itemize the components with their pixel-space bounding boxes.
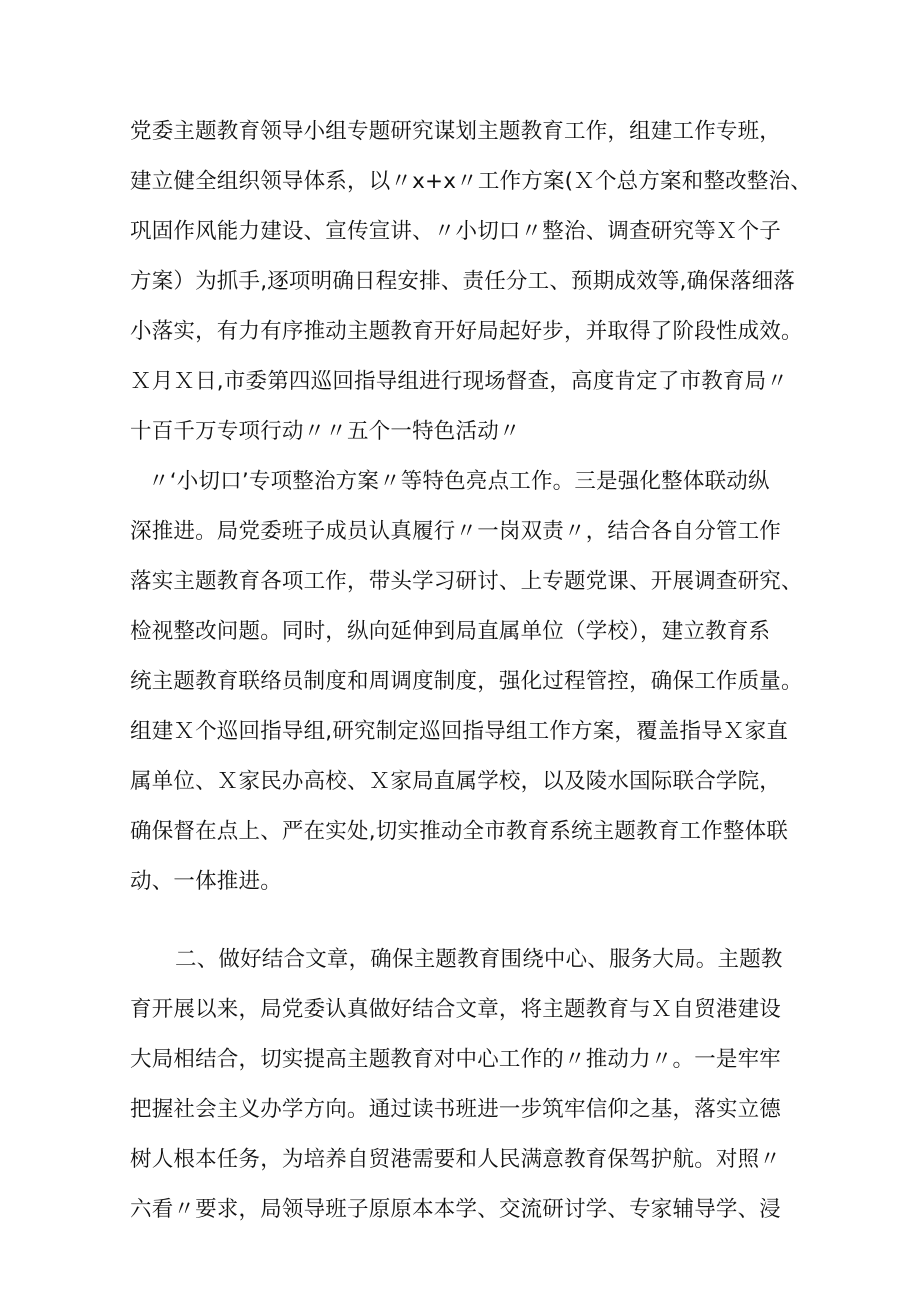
text-line: 〃‘小切口’专项整治方案〃等特色亮点工作。三是强化整体联动纵	[148, 469, 770, 494]
text-line: 十百千万专项行动〃〃五个一特色活动〃	[130, 419, 521, 444]
text-line: 深推进。局党委班子成员认真履行〃一岗双责〃，结合各自分管工作	[130, 519, 782, 544]
section-heading-line: 二、做好结合文章，确保主题教育围绕中心、服务大局。主题教	[175, 947, 783, 972]
text-line: 落实主题教育各项工作，带头学习研讨、上专题党课、开展调查研究、	[130, 569, 803, 594]
text-line: 树人根本任务，为培养自贸港需要和人民满意教育保驾护航。对照〃	[130, 1147, 782, 1172]
text-line: 大局相结合，切实提高主题教育对中心工作的〃推动力〃。一是牢牢	[130, 1047, 782, 1072]
text-line: 六看〃要求，局领导班子原原本本学、交流研讨学、专家辅导学、浸	[130, 1197, 782, 1222]
text-line: 把握社会主义办学方向。通过读书班进一步筑牢信仰之基，落实立德	[130, 1097, 782, 1122]
text-line: 检视整改问题。同时，纵向延伸到局直属单位（学校），建立教育系	[130, 619, 771, 644]
text-line: 方案）为抓手,逐项明确日程安排、责任分工、预期成效等,确保落细落	[130, 269, 796, 294]
text-line: 组建Ｘ个巡回指导组,研究制定巡回指导组工作方案，覆盖指导Ｘ家直	[130, 719, 789, 744]
text-line: 建立健全组织领导体系，以〃x+x〃工作方案(Ｘ个总方案和整改整治、	[130, 169, 812, 194]
text-line: 属单位、Ｘ家民办高校、Ｘ家局直属学校，以及陵水国际联合学院，	[130, 769, 782, 794]
text-line: 动、一体推进。	[130, 869, 282, 894]
text-line: 确保督在点上、严在实处,切实推动全市教育系统主题教育工作整体联	[130, 819, 789, 844]
text-line: 统主题教育联络员制度和周调度制度，强化过程管控，确保工作质量。	[130, 669, 803, 694]
text-line: Ｘ月Ｘ日,市委第四巡回指导组进行现场督查，高度肯定了市教育局〃	[130, 369, 789, 394]
text-line: 育开展以来，局党委认真做好结合文章，将主题教育与Ｘ自贸港建设	[130, 997, 782, 1022]
text-line: 小落实，有力有序推动主题教育开好局起好步，并取得了阶段性成效。	[130, 319, 803, 344]
text-line: 巩固作风能力建设、宣传宣讲、〃小切口〃整治、调查研究等Ｘ个子	[130, 219, 782, 244]
text-line: 党委主题教育领导小组专题研究谋划主题教育工作，组建工作专班，	[130, 119, 782, 144]
